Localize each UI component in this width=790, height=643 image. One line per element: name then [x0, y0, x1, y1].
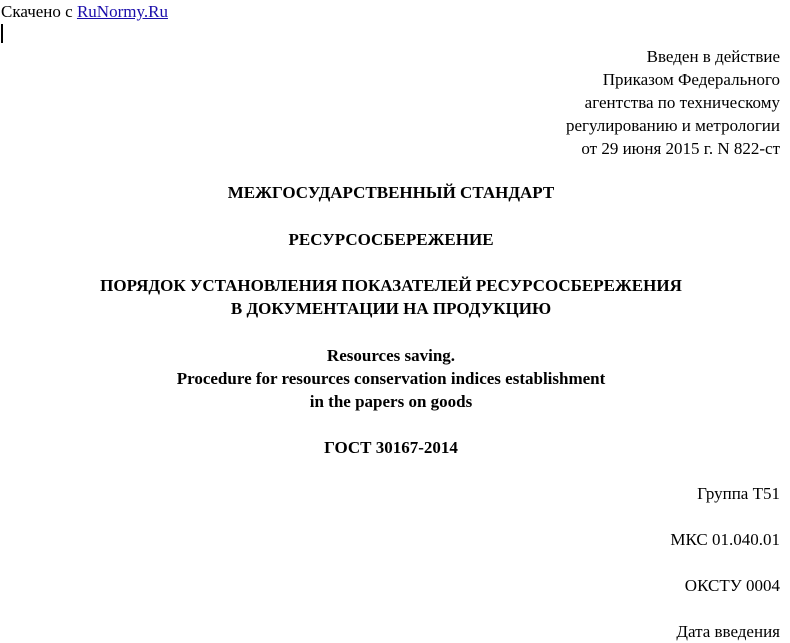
mks-code: МКС 01.040.01	[670, 530, 780, 549]
title-ru-line: ПОРЯДОК УСТАНОВЛЕНИЯ ПОКАЗАТЕЛЕЙ РЕСУРСОСБЕРЕЖЕНИЯ	[100, 276, 682, 295]
effective-date-label: Дата введения	[676, 622, 780, 641]
title-en-line: Resources saving.	[326, 346, 456, 365]
okstu-code: ОКСТУ 0004	[684, 576, 780, 595]
standard-subject-heading: РЕСУРСОСБЕРЕЖЕНИЕ	[288, 230, 494, 249]
download-source-prefix: Скачено с	[1, 2, 77, 21]
title-ru-line: В ДОКУМЕНТАЦИИ НА ПРОДУКЦИЮ	[230, 299, 552, 318]
enactment-line: Приказом Федерального	[602, 70, 780, 89]
standard-code: ГОСТ 30167-2014	[324, 438, 458, 457]
enactment-line: агентства по техническому	[584, 93, 780, 112]
title-en-line: in the papers on goods	[309, 392, 473, 411]
enactment-line: от 29 июня 2015 г. N 822-ст	[581, 139, 780, 158]
site-link[interactable]: RuNormy.Ru	[76, 2, 168, 21]
enactment-note	[566, 45, 780, 160]
group-code: Группа Т51	[697, 484, 780, 503]
enactment-line: Введен в действие	[646, 47, 780, 66]
standard-title-en	[0, 344, 782, 413]
standard-title-ru	[0, 274, 782, 320]
enactment-line: регулированию и метрологии	[565, 116, 780, 135]
download-source-line	[1, 0, 168, 23]
title-en-line: Procedure for resources conservation indices establishment	[176, 369, 606, 388]
standard-type-heading: МЕЖГОСУДАРСТВЕННЫЙ СТАНДАРТ	[227, 183, 555, 202]
text-cursor	[1, 24, 3, 43]
